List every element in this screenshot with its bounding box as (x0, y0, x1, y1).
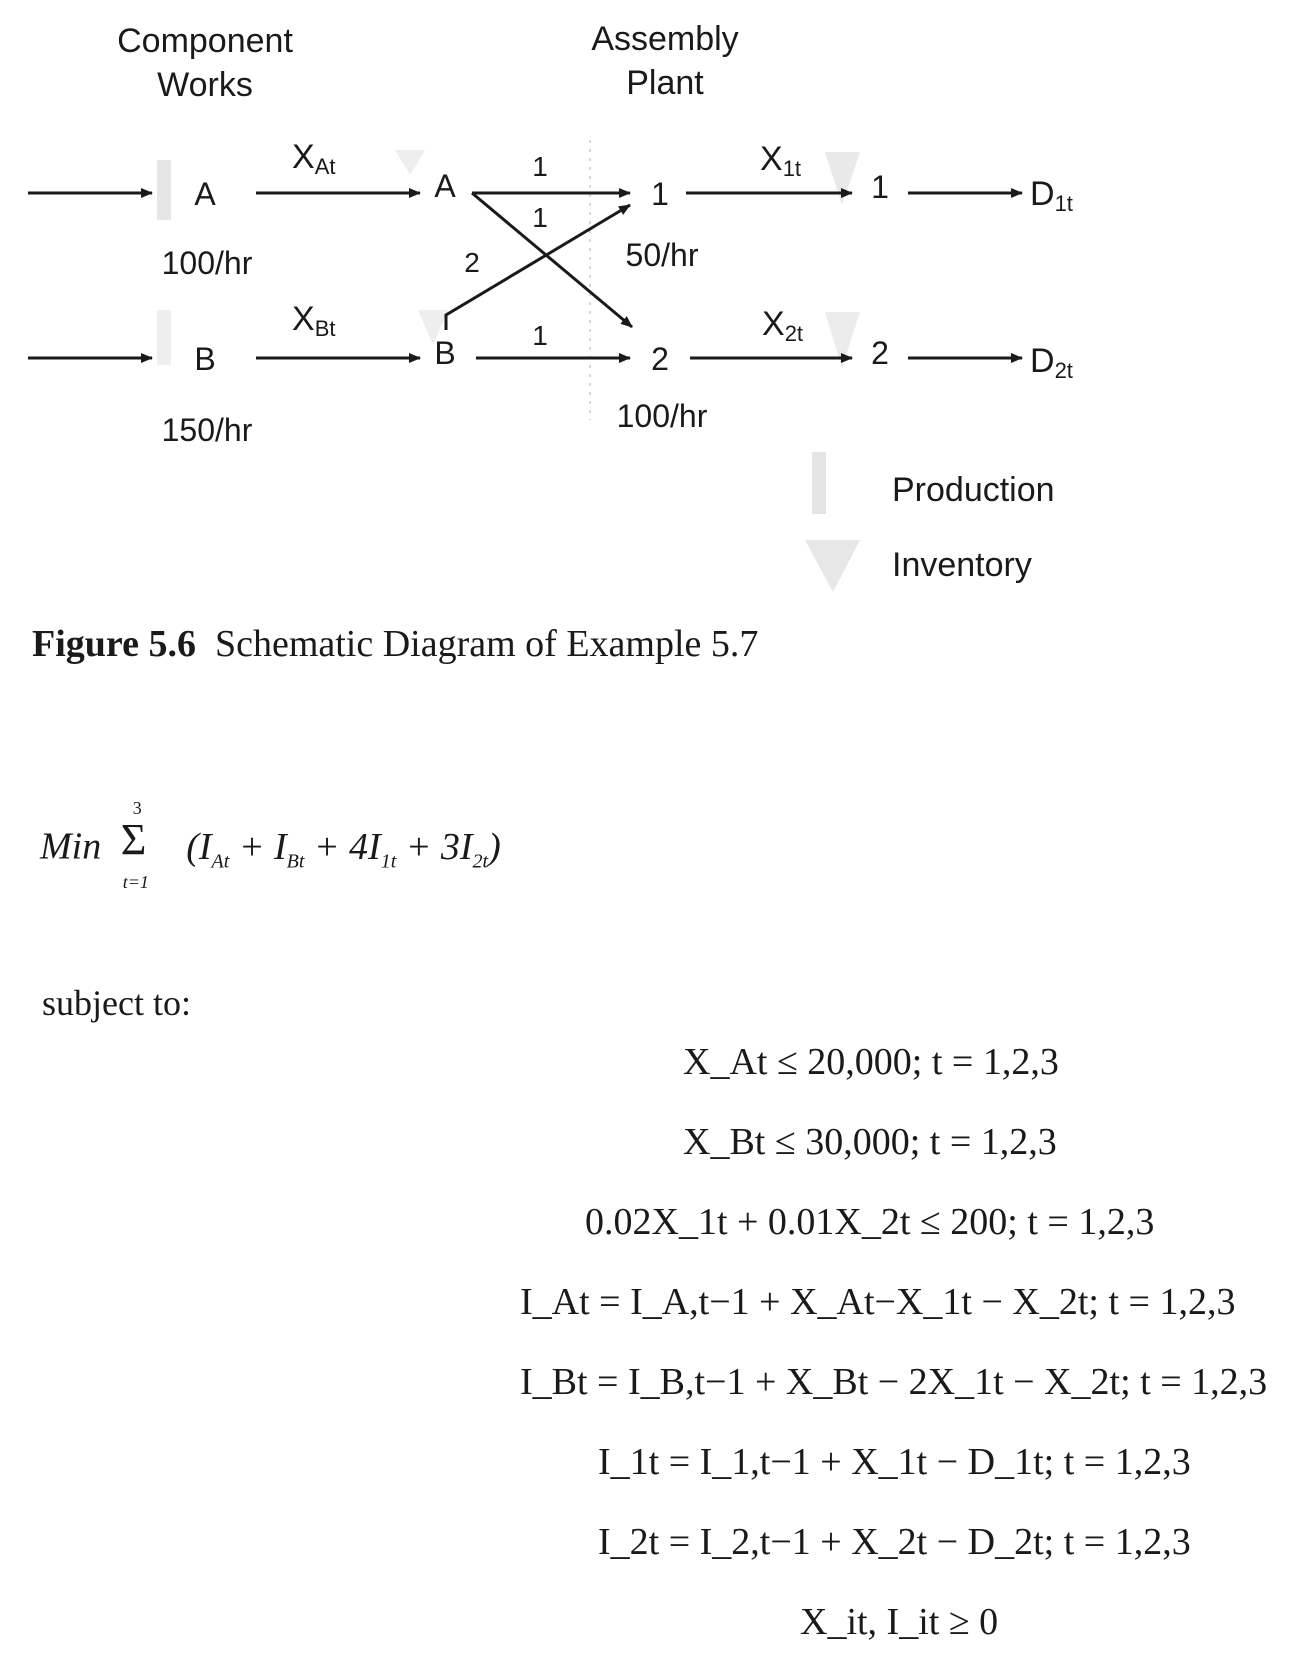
rate-assembly-1: 50/hr (625, 237, 699, 273)
flow-label-x-1t: X1t (760, 140, 802, 181)
node-inventory-b: B (434, 335, 456, 371)
node-assembly-1: 1 (651, 176, 669, 212)
header-component-works-line2: Works (157, 66, 253, 104)
objective-min: Min (40, 825, 102, 868)
subject-to-label: subject to: (42, 983, 191, 1023)
inventory-symbol-a (395, 150, 425, 175)
figure-caption (32, 622, 758, 666)
sigma-icon: Σ (120, 815, 147, 864)
edge-weight-a-to-1: 1 (532, 151, 548, 182)
inventory-symbol-1 (825, 152, 860, 205)
constraint-1: X_At ≤ 20,000; t = 1,2,3 (683, 1041, 1059, 1083)
objective-expression: $(I_{At} + I_{Bt} + 4I_{1t} + 3I_{2t})$ (186, 825, 501, 873)
legend-production-icon (812, 452, 826, 514)
edge-weight-a-to-2: 1 (532, 202, 548, 233)
rate-b: 150/hr (161, 412, 253, 448)
rate-assembly-2: 100/hr (616, 398, 708, 434)
node-inventory-a: A (434, 168, 456, 204)
figure-caption-label: Figure 5.6 (32, 623, 196, 665)
node-inventory-1: 1 (871, 169, 889, 205)
flow-label-x-at: XAt (292, 138, 336, 179)
production-symbol-b (157, 310, 171, 365)
summation-lower-limit: t=1 (122, 872, 149, 892)
flow-label-x-bt: XBt (292, 300, 336, 341)
edge-weight-b-to-2: 1 (532, 320, 548, 351)
figure-caption-text: Schematic Diagram of Example 5.7 (214, 623, 759, 665)
constraint-8: X_it, I_it ≥ 0 (800, 1601, 999, 1643)
production-symbol-a (157, 160, 171, 220)
flow-label-x-2t: X2t (762, 305, 804, 346)
constraint-2: X_Bt ≤ 30,000; t = 1,2,3 (683, 1121, 1057, 1163)
constraint-7: I_2t = I_2,t−1 + X_2t − D_2t; t = 1,2,3 (598, 1521, 1191, 1563)
constraint-4: I_At = I_A,t−1 + X_At−X_1t − X_2t; t = 1,2,3 (520, 1281, 1236, 1323)
edge-a-to-2 (472, 193, 632, 327)
edge-weight-b-to-1: 2 (464, 247, 480, 278)
schematic-diagram (0, 0, 1290, 600)
legend-production-label: Production (892, 471, 1055, 509)
header-assembly-plant-line1: Assembly (591, 20, 739, 58)
summation-upper-limit: 3 (132, 798, 142, 818)
rate-a: 100/hr (161, 245, 253, 281)
constraint-6: I_1t = I_1,t−1 + X_1t − D_1t; t = 1,2,3 (598, 1441, 1191, 1483)
header-component-works-line1: Component (117, 22, 293, 60)
demand-label-d-2t: D2t (1030, 342, 1073, 383)
constraint-3: 0.02X_1t + 0.01X_2t ≤ 200; t = 1,2,3 (585, 1201, 1155, 1243)
node-production-a: A (194, 176, 216, 212)
demand-label-d-1t: D1t (1030, 175, 1073, 216)
node-assembly-2: 2 (651, 341, 669, 377)
node-inventory-2: 2 (871, 335, 889, 371)
legend-inventory-label: Inventory (892, 546, 1032, 584)
node-production-b: B (194, 341, 216, 377)
header-assembly-plant-line2: Plant (626, 64, 704, 102)
constraint-5: I_Bt = I_B,t−1 + X_Bt − 2X_1t − X_2t; t = 1,2,3 (520, 1361, 1268, 1403)
objective-function (40, 798, 501, 892)
summation (117, 798, 167, 892)
inventory-symbol-2 (825, 312, 860, 368)
legend-inventory-icon (805, 540, 860, 592)
